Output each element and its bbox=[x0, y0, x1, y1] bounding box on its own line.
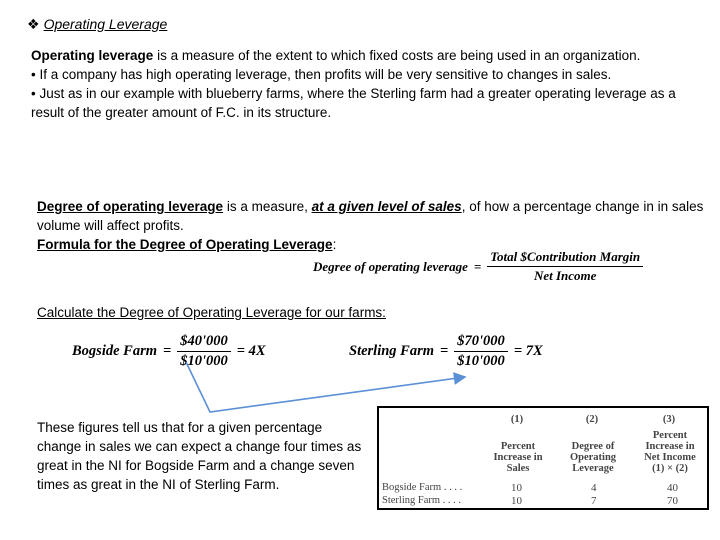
bullet-high-leverage: • If a company has high operating leverage, then profits will be very sensitive to changes in sales. bbox=[31, 67, 612, 82]
sterling-name: Sterling Farm bbox=[349, 343, 435, 359]
col2-header-line: Operating bbox=[569, 452, 617, 463]
summary-text: These figures tell us that for a given percentage change in sales we can expect a change four times as great in the NI for Bogside Farm and a change seven times as great in the NI of Sterling Farm. bbox=[37, 420, 362, 492]
sterling-col2: 7 bbox=[591, 495, 597, 507]
bogside-col2: 4 bbox=[591, 482, 597, 494]
bogside-result: = 4X bbox=[236, 343, 266, 359]
heading-text: Operating Leverage bbox=[43, 16, 168, 32]
col3-number: (3) bbox=[662, 414, 676, 425]
operating-leverage-term: Operating leverage bbox=[31, 48, 154, 63]
dol-formula-equals: = bbox=[473, 258, 482, 274]
col3-header bbox=[633, 430, 707, 474]
col1-header bbox=[481, 441, 555, 474]
dol-emphasis: at a given level of sales bbox=[311, 199, 462, 214]
formula-label: Formula for the Degree of Operating Leverage bbox=[37, 237, 333, 252]
bogside-col3: 40 bbox=[667, 482, 678, 494]
col2-header bbox=[559, 441, 627, 474]
col1-header-line: Sales bbox=[506, 463, 530, 474]
dol-formula-numerator: Total $Contribution Margin bbox=[487, 249, 643, 267]
formula-colon: : bbox=[332, 237, 337, 252]
bogside-name: Bogside Farm bbox=[72, 343, 157, 359]
dol-mid: is a measure, bbox=[223, 199, 312, 214]
bogside-col1: 10 bbox=[511, 482, 522, 494]
bullet-blueberry-example: • Just as in our example with blueberry farms, where the Sterling farm had a greater operating leverage as a result of the greater amount of F.C. in its structure. bbox=[31, 86, 676, 120]
bogside-denominator: $10'000 bbox=[180, 353, 228, 369]
calculate-label: Calculate the Degree of Operating Leverage for our farms: bbox=[37, 305, 386, 320]
col3-header-line: Net Income bbox=[644, 452, 696, 463]
leverage-table bbox=[377, 406, 709, 510]
row-label-sterling: Sterling Farm . . . . bbox=[382, 495, 462, 506]
col3-header-line: Increase in bbox=[645, 441, 695, 452]
sterling-numerator: $70'000 bbox=[454, 333, 508, 352]
col1-number: (1) bbox=[510, 414, 524, 425]
col1-header-line: Percent bbox=[500, 441, 536, 452]
bogside-equals: = bbox=[163, 343, 172, 359]
sterling-col1: 10 bbox=[511, 495, 522, 507]
col1-header-line: Increase in bbox=[493, 452, 543, 463]
col2-header-line: Leverage bbox=[572, 463, 614, 474]
dol-rest: , of how a percentage change in in sales volume will affect profits. bbox=[37, 199, 704, 233]
sterling-col3: 70 bbox=[667, 495, 678, 507]
dol-formula-denominator: Net Income bbox=[533, 268, 597, 283]
bogside-numerator: $40'000 bbox=[177, 333, 231, 352]
sterling-equals: = bbox=[440, 343, 449, 359]
col3-header-line: (1) × (2) bbox=[652, 463, 688, 474]
diamond-bullet-icon: ❖ bbox=[27, 16, 40, 32]
col2-header-line: Degree of bbox=[571, 441, 615, 452]
operating-leverage-definition: is a measure of the extent to which fixed costs are being used in an organization. bbox=[153, 48, 641, 63]
row-label-bogside: Bogside Farm . . . . bbox=[382, 482, 463, 493]
col3-header-line: Percent bbox=[652, 430, 688, 441]
dol-formula-lhs: Degree of operating leverage bbox=[313, 258, 468, 274]
sterling-result: = 7X bbox=[513, 343, 543, 359]
col2-number: (2) bbox=[585, 414, 599, 425]
dol-term: Degree of operating leverage bbox=[37, 199, 224, 214]
sterling-denominator: $10'000 bbox=[457, 353, 505, 369]
